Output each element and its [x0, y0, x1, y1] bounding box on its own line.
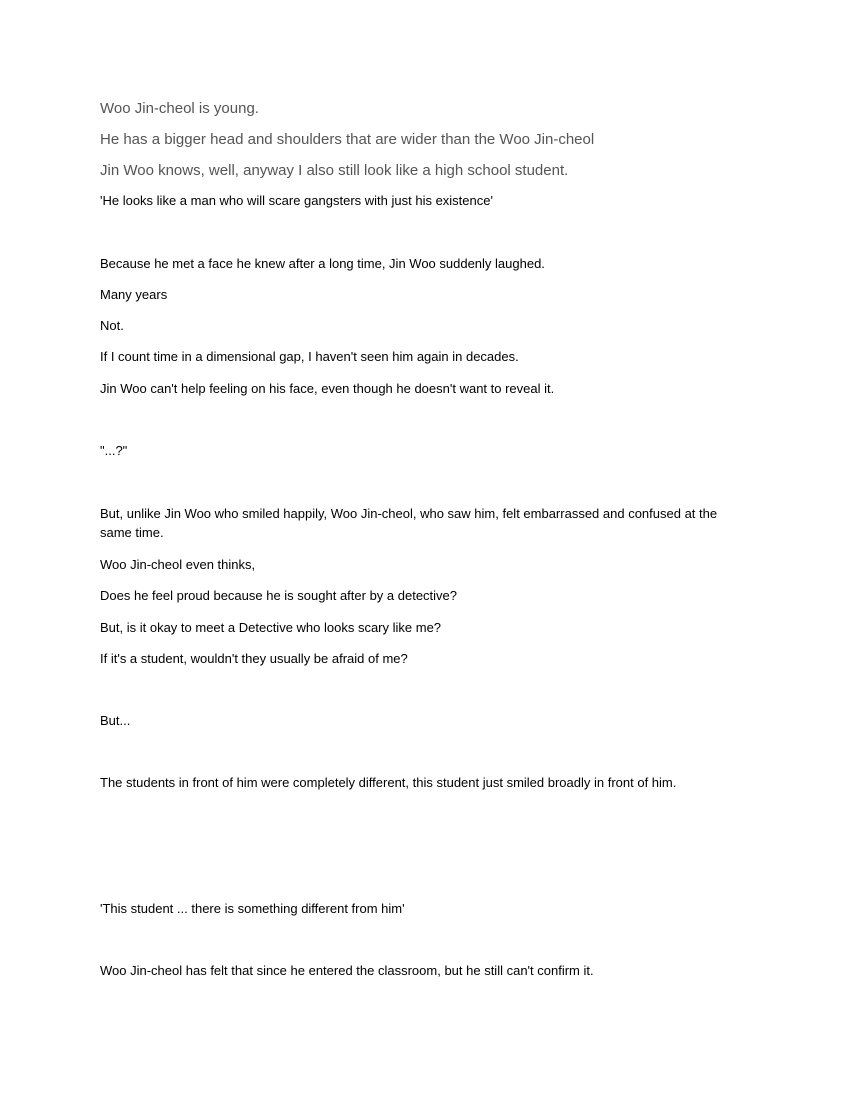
paragraph: Jin Woo can't help feeling on his face, even though he doesn't want to reveal it.: [100, 381, 555, 396]
paragraph: The students in front of him were completely different, this student just smiled broadly in front of him.: [100, 775, 677, 790]
paragraph: Woo Jin-cheol even thinks,: [100, 557, 256, 572]
paragraph: Not.: [100, 318, 124, 333]
paragraph: 'This student ... there is something different from him': [100, 901, 405, 916]
paragraph: But...: [100, 713, 131, 728]
paragraph: Woo Jin-cheol is young.: [100, 100, 259, 117]
paragraph: But, is it okay to meet a Detective who looks scary like me?: [100, 620, 442, 635]
paragraph: Because he met a face he knew after a long time, Jin Woo suddenly laughed.: [100, 256, 545, 271]
paragraph: If I count time in a dimensional gap, I haven't seen him again in decades.: [100, 349, 519, 364]
paragraph: He has a bigger head and shoulders that are wider than the Woo Jin-cheol: [100, 131, 595, 148]
paragraph: Does he feel proud because he is sought after by a detective?: [100, 588, 458, 603]
paragraph: Many years: [100, 287, 168, 302]
paragraph: But, unlike Jin Woo who smiled happily, Woo Jin-cheol, who saw him, felt embarrassed and confused at the same time.: [100, 506, 718, 540]
paragraph: "...?": [100, 443, 128, 458]
paragraph: Jin Woo knows, well, anyway I also still look like a high school student.: [100, 162, 569, 179]
paragraph: If it's a student, wouldn't they usually be afraid of me?: [100, 651, 408, 666]
paragraph: 'He looks like a man who will scare gangsters with just his existence': [100, 193, 493, 208]
paragraph: Woo Jin-cheol has felt that since he entered the classroom, but he still can't confirm it.: [100, 963, 594, 978]
